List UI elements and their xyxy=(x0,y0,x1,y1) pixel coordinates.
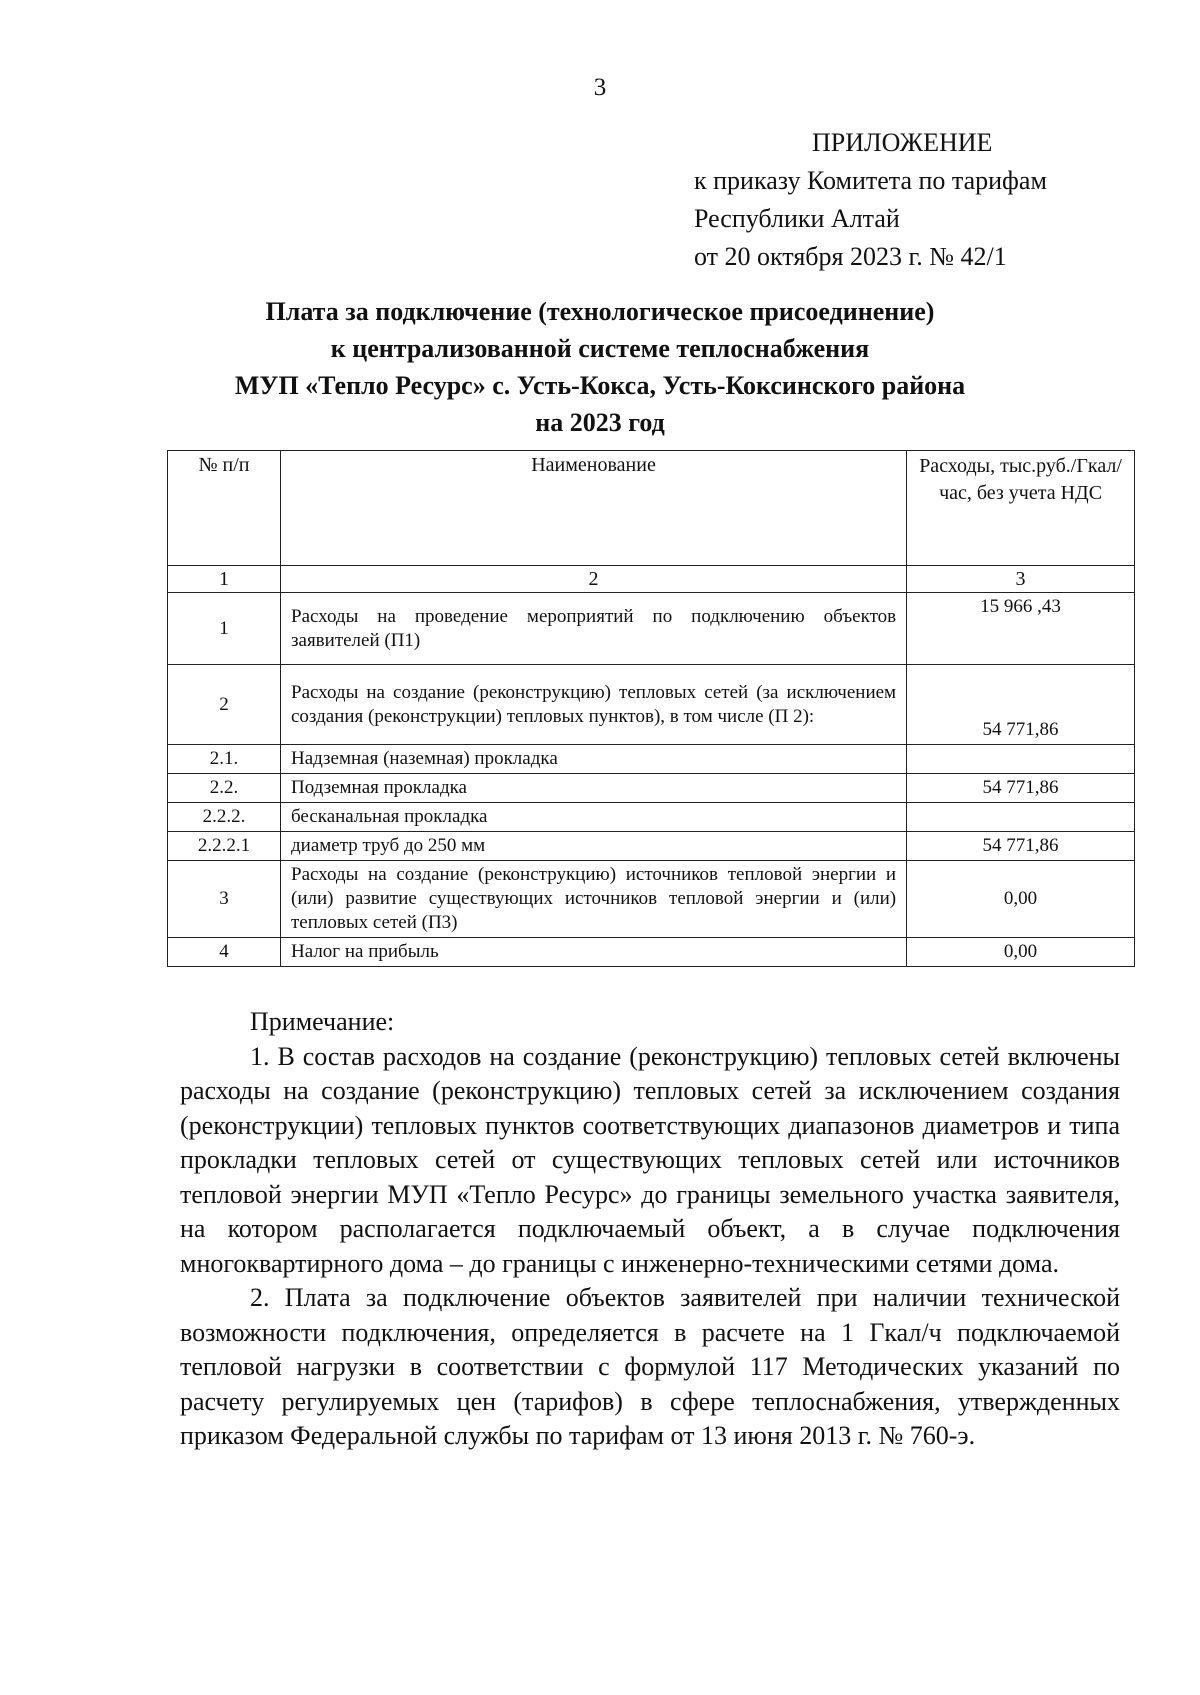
row-name: Расходы на создание (реконструкцию) источников тепловой энергии и (или) развитие существующих источников тепловой энергии и (или) тепловых сетей (П3) xyxy=(281,861,907,938)
row-value xyxy=(907,745,1135,774)
row-num: 2 xyxy=(168,665,281,745)
column-number: 1 xyxy=(168,566,281,593)
notes-section xyxy=(180,1005,1120,1454)
column-number-row xyxy=(168,566,1135,593)
title-line-2: к централизованной системе теплоснабжения xyxy=(330,334,870,363)
appendix-line-1: к приказу Комитета по тарифам xyxy=(694,166,1047,195)
row-name: Расходы на создание (реконструкцию) тепловых сетей (за исключением создания (реконструкции) тепловых пунктов), в том числе (П 2): xyxy=(281,665,907,745)
column-number: 3 xyxy=(907,566,1135,593)
row-name: диаметр труб до 250 мм xyxy=(281,832,907,861)
row-value: 54 771,86 xyxy=(907,832,1135,861)
table-row xyxy=(168,745,1135,774)
row-name: бесканальная прокладка xyxy=(281,803,907,832)
title-line-1: Плата за подключение (технологическое присоединение) xyxy=(265,297,935,326)
column-number: 2 xyxy=(281,566,907,593)
table-row xyxy=(168,861,1135,938)
row-num: 2.2. xyxy=(168,774,281,803)
row-num: 2.1. xyxy=(168,745,281,774)
table-row xyxy=(168,803,1135,832)
header-cost: Расходы, тыс.руб./Гкал/час, без учета НДС xyxy=(907,451,1135,566)
title-line-3: МУП «Тепло Ресурс» с. Усть-Кокса, Усть-Коксинского района xyxy=(234,371,966,400)
appendix-line-3: от 20 октября 2023 г. № 42/1 xyxy=(694,242,1007,271)
header-name: Наименование xyxy=(281,451,907,566)
table-row xyxy=(168,938,1135,967)
row-name: Надземная (наземная) прокладка xyxy=(281,745,907,774)
table-row xyxy=(168,665,1135,745)
row-name: Налог на прибыль xyxy=(281,938,907,967)
row-value: 54 771,86 xyxy=(907,665,1135,745)
table-row xyxy=(168,774,1135,803)
table-header-row xyxy=(168,451,1135,566)
notes-heading: Примечание: xyxy=(250,1007,395,1036)
tariff-table xyxy=(167,450,1135,967)
appendix-block xyxy=(694,124,1047,276)
row-num: 2.2.2. xyxy=(168,803,281,832)
header-num: № п/п xyxy=(168,451,281,566)
row-name: Расходы на проведение мероприятий по подключению объектов заявителей (П1) xyxy=(281,593,907,665)
row-value: 15 966 ,43 xyxy=(907,593,1135,665)
appendix-heading: ПРИЛОЖЕНИЕ xyxy=(812,128,993,157)
row-num: 2.2.2.1 xyxy=(168,832,281,861)
document-title xyxy=(160,293,1040,441)
table-row xyxy=(168,593,1135,665)
title-line-4: на 2023 год xyxy=(535,408,665,437)
row-num: 4 xyxy=(168,938,281,967)
table-row xyxy=(168,832,1135,861)
note-item: 2. Плата за подключение объектов заявителей при наличии технической возможности подключения, определяется в расчете на 1 Гкал/ч подключаемой тепловой нагрузки в соответствии с формулой 117 Методических указаний по расчету регулируемых цен (тарифов) в сфере теплоснабжения, утвержденных приказом Федеральной службы по тарифам от 13 июня 2013 г. № 760-э. xyxy=(180,1283,1120,1450)
row-num: 1 xyxy=(168,593,281,665)
row-value: 0,00 xyxy=(907,861,1135,938)
row-value xyxy=(907,803,1135,832)
page-number: 3 xyxy=(593,74,607,101)
appendix-line-2: Республики Алтай xyxy=(694,204,900,233)
row-value: 54 771,86 xyxy=(907,774,1135,803)
row-num: 3 xyxy=(168,861,281,938)
note-item: 1. В состав расходов на создание (реконструкцию) тепловых сетей включены расходы на создание (реконструкцию) тепловых сетей за исключением создания (реконструкции) тепловых пунктов соответствующих диапазонов диаметров и типа прокладки тепловых сетей от существующих тепловых сетей или источников тепловой энергии МУП «Тепло Ресурс» до границы земельного участка заявителя, на котором располагается подключаемый объект, а в случае подключения многоквартирного дома – до границы с инженерно-техническими сетями дома. xyxy=(180,1041,1120,1278)
row-name: Подземная прокладка xyxy=(281,774,907,803)
row-value: 0,00 xyxy=(907,938,1135,967)
